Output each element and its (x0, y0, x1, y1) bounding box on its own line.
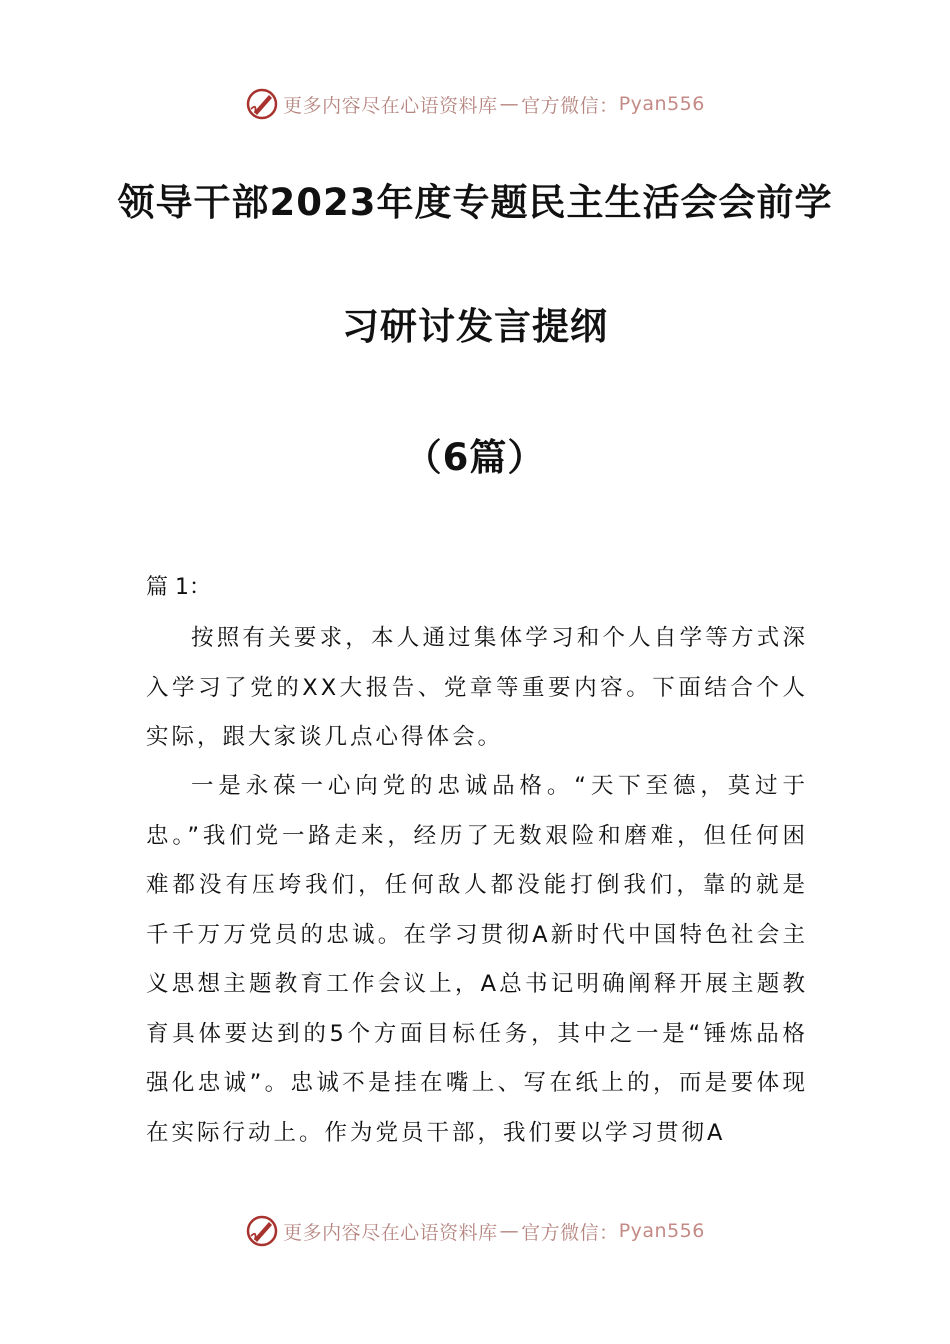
header-wechat-id: Pyan556 (618, 93, 705, 115)
header-banner (0, 84, 950, 124)
footer-banner-dash: — (499, 1220, 520, 1242)
header-banner-text: 更多内容尽在心语资料库 (283, 94, 498, 117)
section-label: 篇 1： (146, 575, 211, 600)
pen-logo-icon (245, 87, 279, 121)
doc-title-line-2: 习研讨发言提纲 (342, 305, 608, 348)
doc-title-count: （6篇） (404, 436, 546, 479)
paragraph-text: 一是永葆一心向党的忠诚品格。“天下至德，莫过于忠。”我们党一路走来，经历了无数艰险和磨难，但任何困难都没有压垮我们，任何敌人都没能打倒我们，靠的就是千千万万党员的忠诚。在学习贯彻A新时代中国特色社会主义思想主题教育工作会议上，A总书记明确阐释开展主题教育具体要达到的5个方面目标任务，其中之一是“锤炼品格强化忠诚”。忠诚不是挂在嘴上、写在纸上的，而是要体现在实际行动上。作为党员干部，我们要以学习贯彻A (146, 773, 808, 1146)
body-paragraph-2 (146, 762, 808, 1158)
doc-title-line-1: 领导干部2023年度专题民主生活会会前学 (117, 181, 833, 224)
paragraph-text: 按照有关要求，本人通过集体学习和个人自学等方式深入学习了党的XX大报告、党章等重要内容。下面结合个人实际，跟大家谈几点心得体会。 (146, 625, 808, 750)
footer-wechat-id: Pyan556 (618, 1220, 705, 1242)
pen-logo-icon (245, 1214, 279, 1248)
footer-banner-text: 更多内容尽在心语资料库 (283, 1221, 498, 1244)
body-paragraph-1 (146, 614, 808, 763)
footer-banner (0, 1211, 950, 1251)
footer-wechat-label: 官方微信： (521, 1221, 619, 1244)
header-wechat-label: 官方微信： (521, 94, 619, 117)
header-banner-dash: — (499, 93, 520, 115)
